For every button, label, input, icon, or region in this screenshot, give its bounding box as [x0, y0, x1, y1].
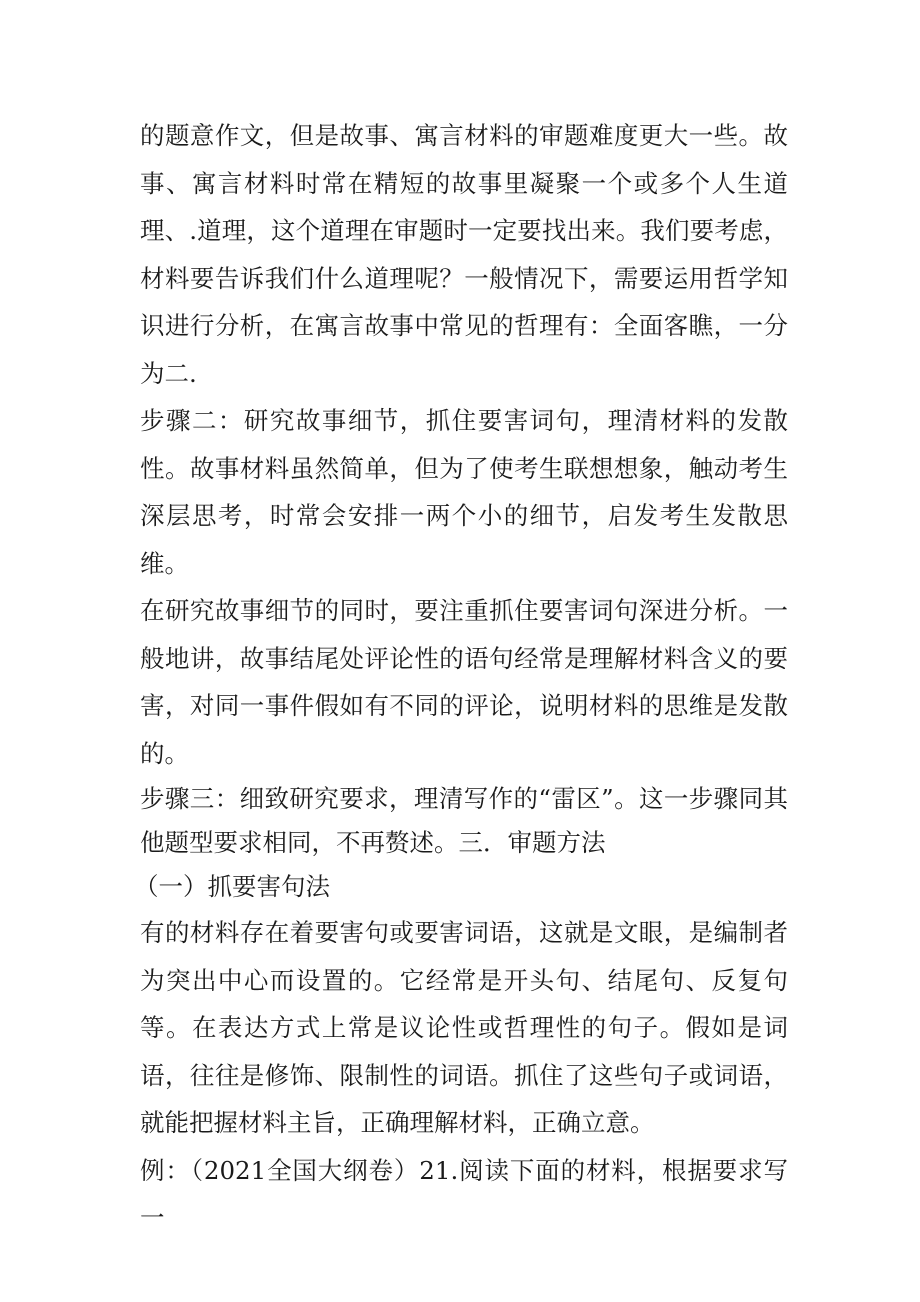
paragraph-step-two: 步骤二：研究故事细节，抓住要害词句，理清材料的发散性。故事材料虽然简单，但为了使考生联想想象，触动考生深层思考，时常会安排一两个小的细节，启发考生发散思维。: [140, 406, 788, 578]
section-heading-key-sentence-method: （一）抓要害句法: [134, 872, 330, 901]
paragraph-story-fable-analysis: 的题意作文，但是故事、寓言材料的审题难度更大一些。故事、寓言材料时常在精短的故事里凝聚一个或多个人生道理、.道理，这个道理在审题时一定要找出来。我们要考虑，材料要告诉我们什么道理呢？一般情况下，需要运用哲学知识进行分析，在寓言故事中常见的哲理有：全面客瞧，一分为二.: [140, 121, 788, 388]
paragraph-example: 例：（2021全国大纲卷）21.阅读下面的材料，根据要求写一: [140, 1155, 788, 1232]
document-page: [134, 112, 788, 1242]
paragraph-key-sentence-method: 有的材料存在着要害句或要害词语，这就是文眼，是编制者为突出中心而设置的。它经常是开头句、结尾句、反复句等。在表达方式上常是议论性或哲理性的句子。假如是词语，往往是修饰、限制性的词语。抓住了这些句子或词语，就能把握材料主旨，正确理解材料，正确立意。: [140, 918, 788, 1137]
paragraph-step-three: 步骤三：细致研究要求，理清写作的“雷区”。这一步骤同其他题型要求相同，不再赘述。三．审题方法: [140, 784, 788, 857]
paragraph-key-sentences: 在研究故事细节的同时，要注重抓住要害词句深进分析。一般地讲，故事结尾处评论性的语句经常是理解材料含义的要害，对同一事件假如有不同的评论，说明材料的思维是发散的。: [140, 596, 788, 768]
